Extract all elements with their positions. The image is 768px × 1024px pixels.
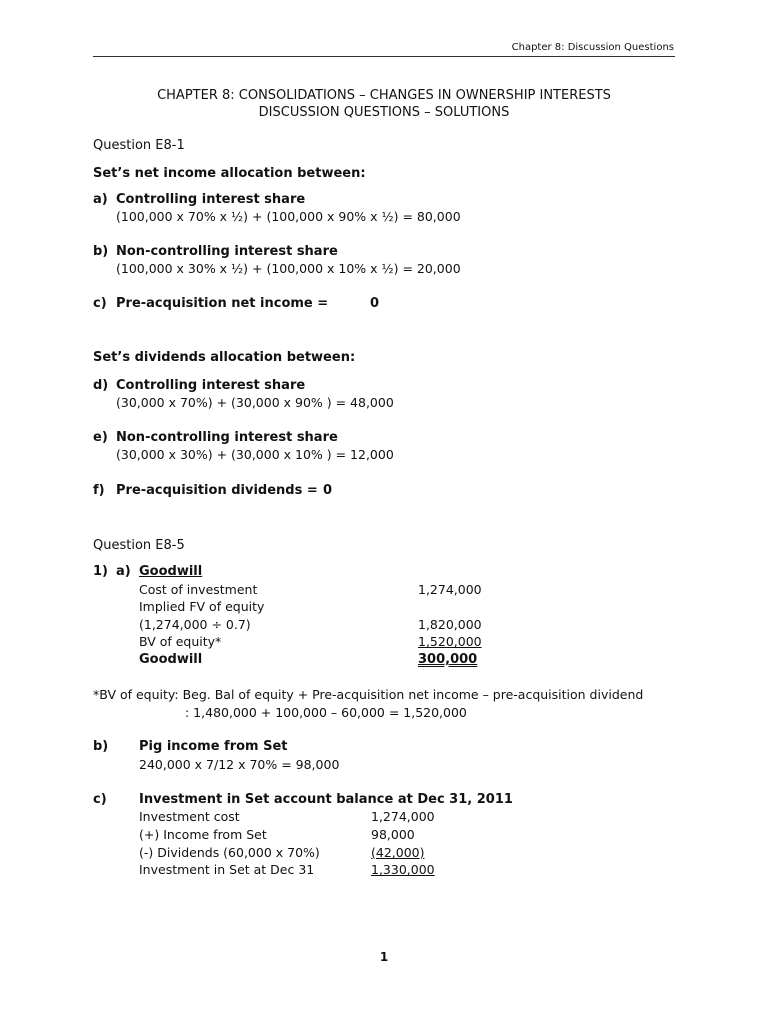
chapter-title: CHAPTER 8: CONSOLIDATIONS – CHANGES IN OWNERSHIP INTERESTS [157,88,611,103]
part-b-title: Pig income from Set [139,739,288,754]
investment-row-value: 1,274,000 [371,809,435,824]
investment-row-label: Investment cost [139,809,240,824]
goodwill-row-label: Cost of investment [139,582,258,597]
item-f-label: f) [93,483,105,498]
goodwill-total-label: Goodwill [139,652,203,667]
item-d-calculation: (30,000 x 70%) + (30,000 x 90% ) = 48,000 [116,395,394,410]
goodwill-row-label: (1,274,000 ÷ 0.7) [139,617,251,632]
part-b-label: b) [93,739,109,754]
item-a-title: Controlling interest share [116,192,306,207]
item-f-title: Pre-acquisition dividends = [116,483,318,498]
item-e-label: e) [93,430,108,445]
part-c-label: c) [93,792,107,807]
goodwill-total-value: 300,000 [418,652,478,667]
item-c-label: c) [93,296,107,311]
goodwill-row-label: Implied FV of equity [139,599,265,614]
goodwill-heading: Goodwill [139,564,203,579]
bv-equity-note: *BV of equity: Beg. Bal of equity + Pre-acquisition net income – pre-acquisition dividend [93,687,644,702]
part-b-calculation: 240,000 x 7/12 x 70% = 98,000 [139,757,340,772]
running-header: Chapter 8: Discussion Questions [511,42,674,53]
item-b-calculation: (100,000 x 30% x ½) + (100,000 x 10% x ½) = 20,000 [116,261,461,276]
item-d-label: d) [93,378,109,393]
question-e8-5-heading: Question E8-5 [93,538,185,553]
header-rule [93,56,675,57]
goodwill-row-value: 1,274,000 [418,582,482,597]
item-d-title: Controlling interest share [116,378,306,393]
chapter-subtitle: DISCUSSION QUESTIONS – SOLUTIONS [258,105,510,120]
item-f-value: 0 [323,483,333,498]
item-b-title: Non-controlling interest share [116,244,338,259]
goodwill-row-value: 1,520,000 [418,634,482,649]
investment-row-label: (+) Income from Set [139,827,267,842]
goodwill-row-value: 1,820,000 [418,617,482,632]
part-c-title: Investment in Set account balance at Dec 31, 2011 [139,792,513,807]
investment-row-label: (-) Dividends (60,000 x 70%) [139,845,320,860]
part-a-label: a) [116,564,131,579]
goodwill-row-label: BV of equity* [139,634,222,649]
item-e-calculation: (30,000 x 30%) + (30,000 x 10% ) = 12,000 [116,447,394,462]
dividends-allocation-heading: Set’s dividends allocation between: [93,350,356,365]
question-e8-1-heading: Question E8-1 [93,138,185,153]
investment-row-label: Investment in Set at Dec 31 [139,862,315,877]
item-c-value: 0 [370,296,380,311]
item-e-title: Non-controlling interest share [116,430,338,445]
item-a-label: a) [93,192,108,207]
part-1-label: 1) [93,564,108,579]
bv-equity-note-calculation: : 1,480,000 + 100,000 – 60,000 = 1,520,000 [185,705,467,720]
item-c-title: Pre-acquisition net income = [116,296,329,311]
investment-row-value: 1,330,000 [371,862,435,877]
item-a-calculation: (100,000 x 70% x ½) + (100,000 x 90% x ½) = 80,000 [116,209,461,224]
net-income-allocation-heading: Set’s net income allocation between: [93,166,366,181]
page-number: 1 [379,950,389,964]
investment-row-value: (42,000) [371,845,425,860]
investment-row-value: 98,000 [371,827,415,842]
item-b-label: b) [93,244,109,259]
